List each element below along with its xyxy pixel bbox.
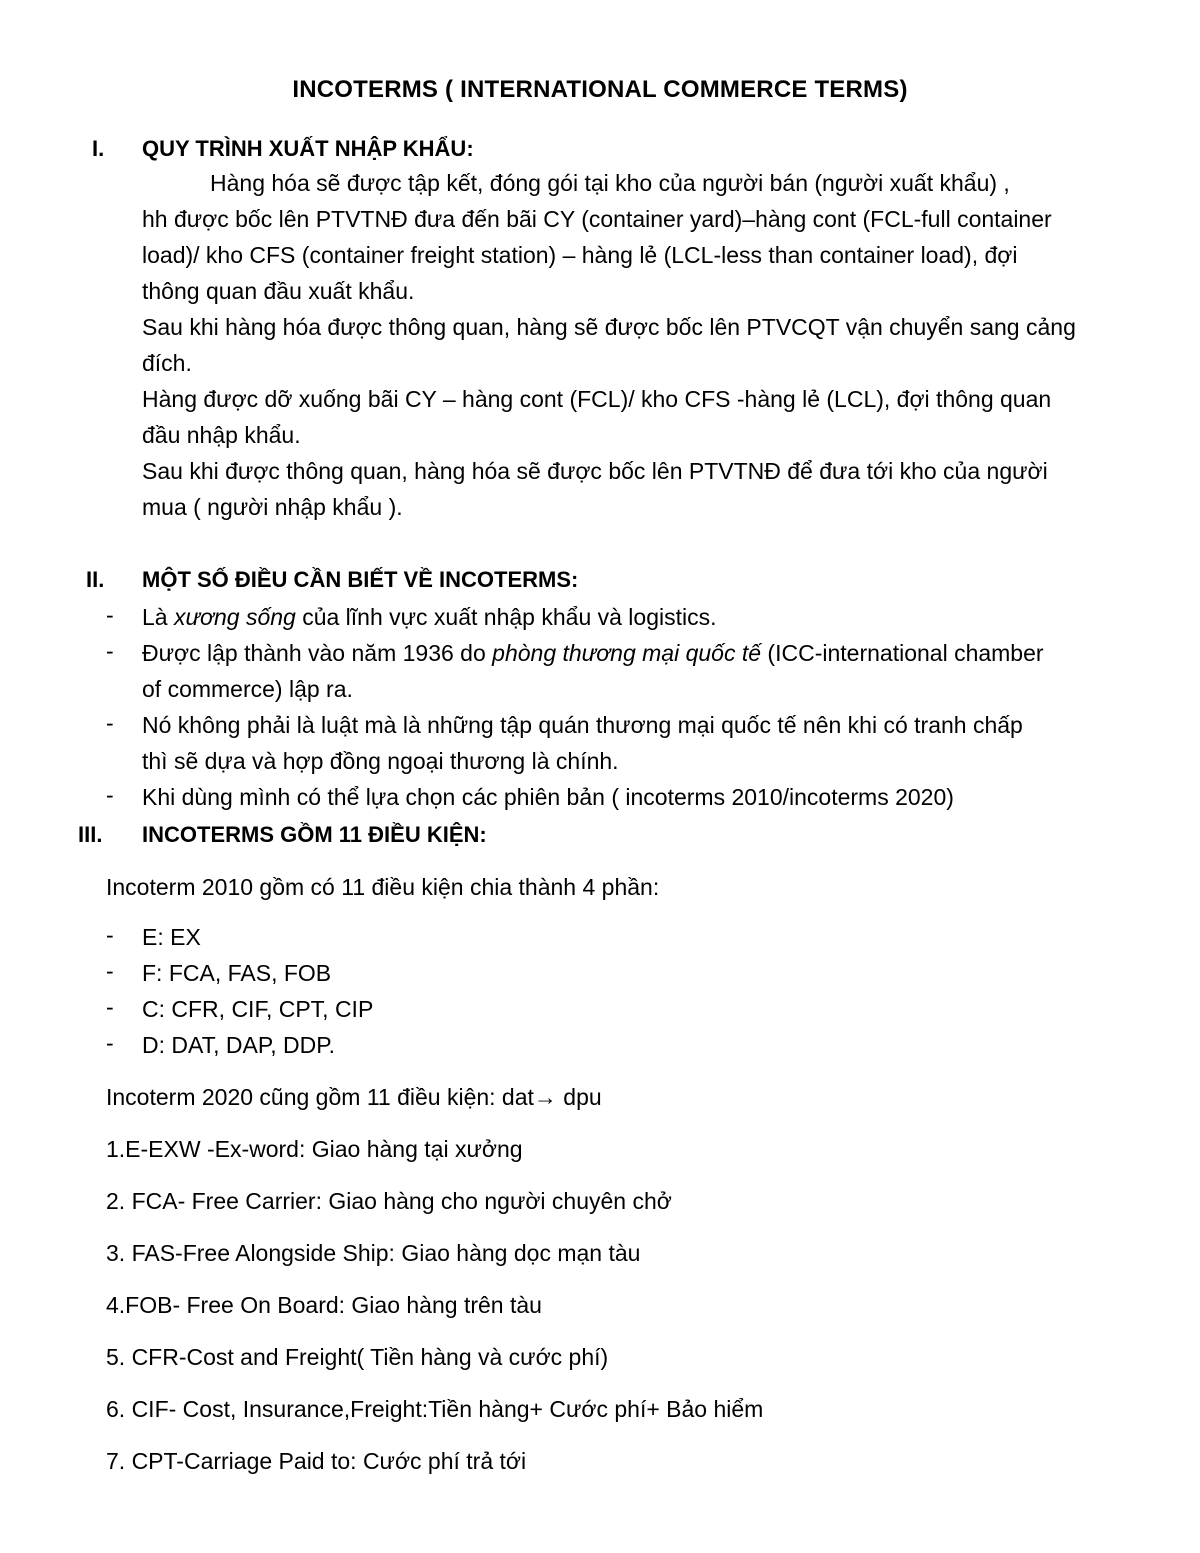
bullet-dash: - <box>106 782 114 808</box>
bullet-dash: - <box>106 602 114 628</box>
section-2-title: MỘT SỐ ĐIỀU CẦN BIẾT VỀ INCOTERMS: <box>142 567 579 592</box>
bullet-dash: - <box>106 922 114 948</box>
paragraph-line: Sau khi hàng hóa được thông quan, hàng sẽ được bốc lên PTVCQT vận chuyển sang cảng <box>142 314 1076 340</box>
bullet-line: E: EX <box>142 924 201 950</box>
document-title: INCOTERMS ( INTERNATIONAL COMMERCE TERMS) <box>292 76 908 103</box>
term-line: 6. CIF- Cost, Insurance,Freight:Tiền hàng+ Cước phí+ Bảo hiểm <box>106 1396 764 1422</box>
bullet-line: D: DAT, DAP, DDP. <box>142 1032 336 1058</box>
paragraph-line: đầu nhập khẩu. <box>142 422 301 448</box>
term-line: 1.E-EXW -Ex-word: Giao hàng tại xưởng <box>106 1136 523 1162</box>
bullet-dash: - <box>106 1030 114 1056</box>
section-3-title: INCOTERMS GỒM 11 ĐIỀU KIỆN: <box>142 822 487 847</box>
paragraph-line: Incoterm 2020 cũng gồm 11 điều kiện: dat→ dpu <box>106 1084 602 1110</box>
bullet-line-continued: thì sẽ dựa và hợp đồng ngoại thương là chính. <box>142 748 619 774</box>
term-line: 4.FOB- Free On Board: Giao hàng trên tàu <box>106 1292 542 1318</box>
bullet-dash: - <box>106 638 114 664</box>
term-line: 7. CPT-Carriage Paid to: Cước phí trả tới <box>106 1448 527 1474</box>
paragraph-line: load)/ kho CFS (container freight station) – hàng lẻ (LCL-less than container load), đợi <box>142 242 1018 268</box>
section-1-number: I. <box>92 136 105 161</box>
term-line: 5. CFR-Cost and Freight( Tiền hàng và cước phí) <box>106 1344 609 1370</box>
bullet-dash: - <box>106 994 114 1020</box>
paragraph-line: Hàng hóa sẽ được tập kết, đóng gói tại kho của người bán (người xuất khẩu) , <box>210 170 1010 196</box>
bullet-line: F: FCA, FAS, FOB <box>142 960 332 986</box>
term-line: 2. FCA- Free Carrier: Giao hàng cho người chuyên chở <box>106 1188 672 1214</box>
section-1-title: QUY TRÌNH XUẤT NHẬP KHẨU: <box>142 136 474 161</box>
paragraph-line: hh được bốc lên PTVTNĐ đưa đến bãi CY (container yard)–hàng cont (FCL-full container <box>142 206 1052 232</box>
paragraph-line: đích. <box>142 350 192 376</box>
paragraph-line: Sau khi được thông quan, hàng hóa sẽ được bốc lên PTVTNĐ để đưa tới kho của người <box>142 458 1048 484</box>
bullet-line: Nó không phải là luật mà là những tập quán thương mại quốc tế nên khi có tranh chấp <box>142 712 1023 738</box>
bullet-line: C: CFR, CIF, CPT, CIP <box>142 996 374 1022</box>
paragraph-line: mua ( người nhập khẩu ). <box>142 494 403 520</box>
bullet-line: Là xương sống của lĩnh vực xuất nhập khẩu và logistics. <box>142 604 717 630</box>
section-2-number: II. <box>86 567 105 592</box>
bullet-dash: - <box>106 710 114 736</box>
paragraph-line: Incoterm 2010 gồm có 11 điều kiện chia thành 4 phần: <box>106 874 660 900</box>
section-3-number: III. <box>78 822 103 847</box>
bullet-line: Khi dùng mình có thể lựa chọn các phiên bản ( incoterms 2010/incoterms 2020) <box>142 784 954 810</box>
paragraph-line: Hàng được dỡ xuống bãi CY – hàng cont (FCL)/ kho CFS -hàng lẻ (LCL), đợi thông quan <box>142 386 1052 412</box>
bullet-line: Được lập thành vào năm 1936 do phòng thương mại quốc tế (ICC-international chamber <box>142 640 1044 666</box>
bullet-dash: - <box>106 958 114 984</box>
arrow-icon: → <box>533 1084 557 1110</box>
bullet-line-continued: of commerce) lập ra. <box>142 676 353 702</box>
term-line: 3. FAS-Free Alongside Ship: Giao hàng dọc mạn tàu <box>106 1240 641 1266</box>
paragraph-line: thông quan đầu xuất khẩu. <box>142 278 415 304</box>
